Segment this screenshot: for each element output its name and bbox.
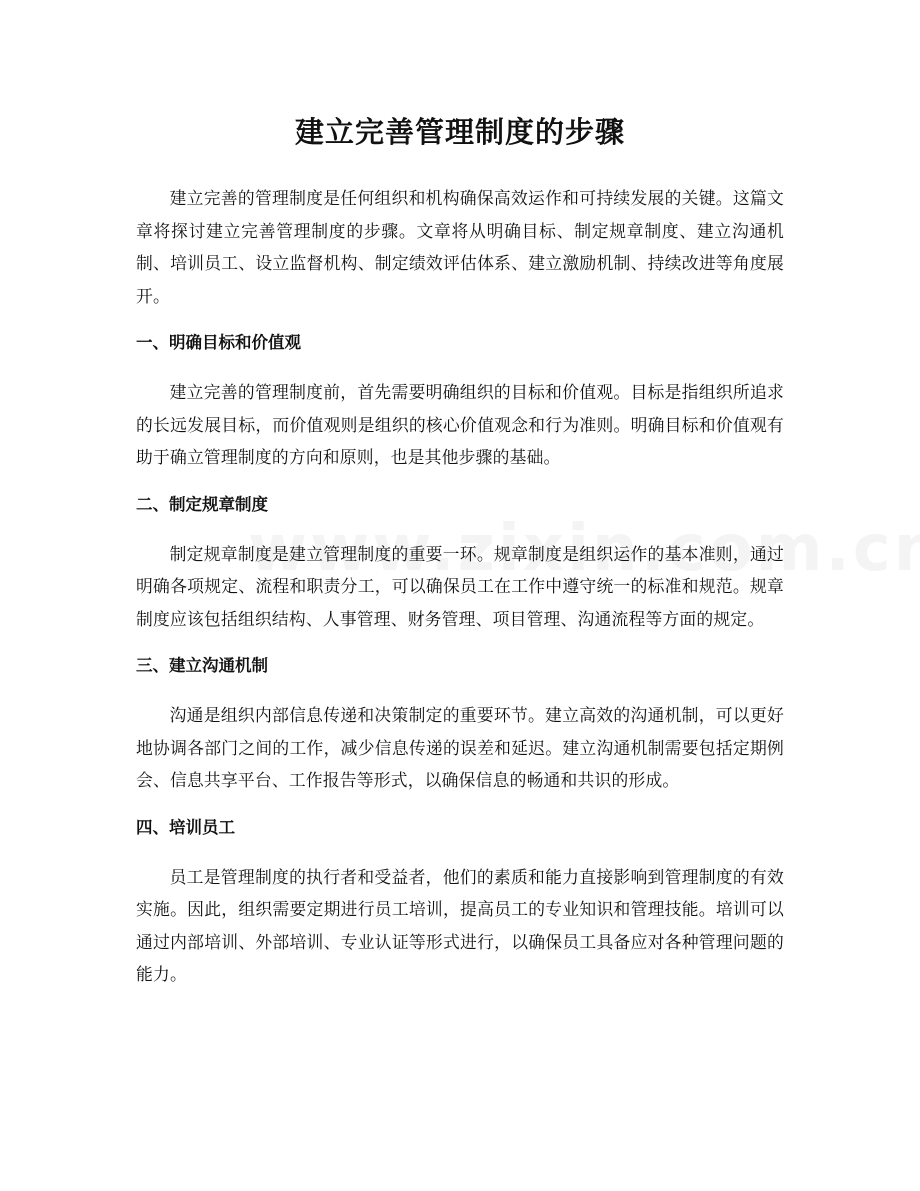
section-body-3: 沟通是组织内部信息传递和决策制定的重要环节。建立高效的沟通机制，可以更好地协调各部门之间的工作，减少信息传递的误差和延迟。建立沟通机制需要包括定期例会、信息共享平台、工作报告等形式，以确保信息的畅通和共识的形成。 xyxy=(136,705,784,790)
section-heading-4: 四、培训员工 xyxy=(136,817,235,837)
section-heading-2: 二、制定规章制度 xyxy=(136,494,268,514)
section-heading-1: 一、明确目标和价值观 xyxy=(136,333,301,352)
document-page xyxy=(136,100,784,1005)
document-title: 建立完善管理制度的步骤 xyxy=(294,115,625,149)
section-body-2: 制定规章制度是建立管理制度的重要一环。规章制度是组织运作的基本准则，通过明确各项规定、流程和职责分工，可以确保员工在工作中遵守统一的标准和规范。规章制度应该包括组织结构、人事管理、财务管理、项目管理、沟通流程等方面的规定。 xyxy=(136,543,784,629)
intro-paragraph: 建立完善的管理制度是任何组织和机构确保高效运作和可持续发展的关键。这篇文章将探讨建立完善管理制度的步骤。文章将从明确目标、制定规章制度、建立沟通机制、培训员工、设立监督机构、制定绩效评估体系、建立激励机制、持续改进等角度展开。 xyxy=(136,188,784,306)
section-body-1: 建立完善的管理制度前，首先需要明确组织的目标和价值观。目标是指组织所追求的长远发展目标，而价值观则是组织的核心价值观念和行为准则。明确目标和价值观有助于确立管理制度的方向和原则，也是其他步骤的基础。 xyxy=(136,382,784,467)
section-body-4: 员工是管理制度的执行者和受益者，他们的素质和能力直接影响到管理制度的有效实施。因此，组织需要定期进行员工培训，提高员工的专业知识和管理技能。培训可以通过内部培训、外部培训、专业认证等形式进行，以确保员工具备应对各种管理问题的能力。 xyxy=(136,866,784,984)
section-heading-3: 三、建立沟通机制 xyxy=(136,656,268,675)
